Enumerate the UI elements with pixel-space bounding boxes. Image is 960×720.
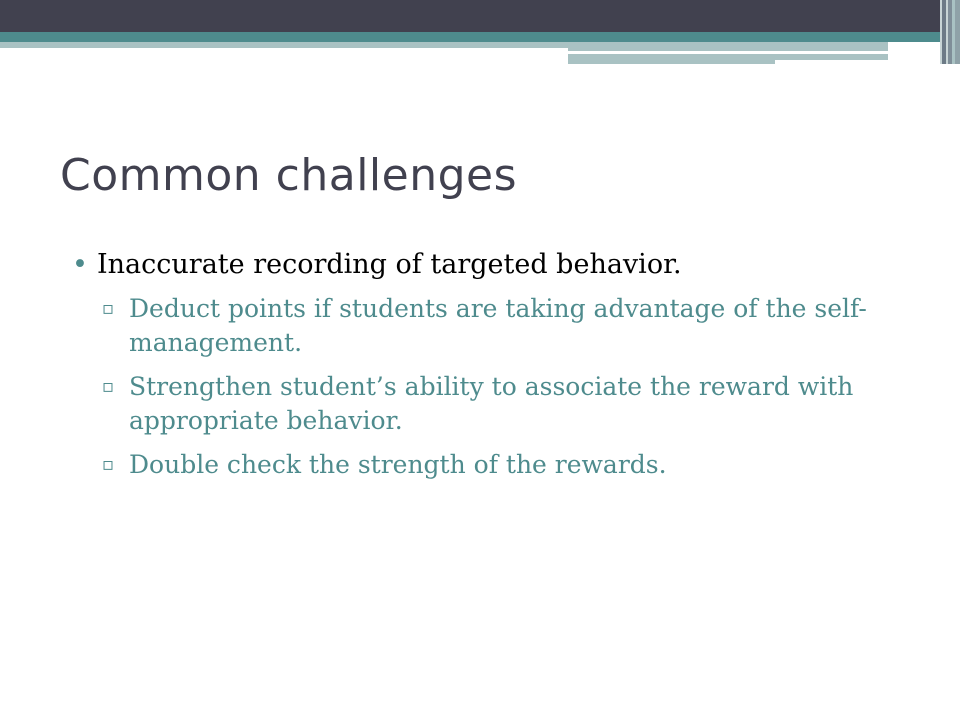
bullet-dot-icon: • xyxy=(72,249,88,280)
header-line-white-short xyxy=(775,60,888,64)
header-edge-stripe xyxy=(955,0,960,64)
header-band-dark xyxy=(0,0,960,32)
bullet-item xyxy=(72,246,912,284)
subbullet-text: Strengthen student’s ability to associate the reward with appropriate behavior. xyxy=(129,372,854,435)
subbullet-item xyxy=(72,448,912,482)
subbullet-item xyxy=(72,370,912,438)
subbullet-text: Deduct points if students are taking advantage of the self-management. xyxy=(129,294,867,357)
slide-title: Common challenges xyxy=(60,150,518,201)
slide-body xyxy=(72,246,912,492)
subbullet-square-icon: ▫ xyxy=(102,298,115,319)
subbullet-item xyxy=(72,292,912,360)
subbullet-square-icon: ▫ xyxy=(102,454,115,475)
header-band-light xyxy=(0,42,568,48)
header-band-teal xyxy=(0,32,940,42)
bullet-text: Inaccurate recording of targeted behavior. xyxy=(97,249,682,280)
subbullet-text: Double check the strength of the rewards. xyxy=(129,450,667,479)
subbullet-square-icon: ▫ xyxy=(102,376,115,397)
header-line-white xyxy=(568,51,888,54)
subbullet-list xyxy=(72,292,912,482)
